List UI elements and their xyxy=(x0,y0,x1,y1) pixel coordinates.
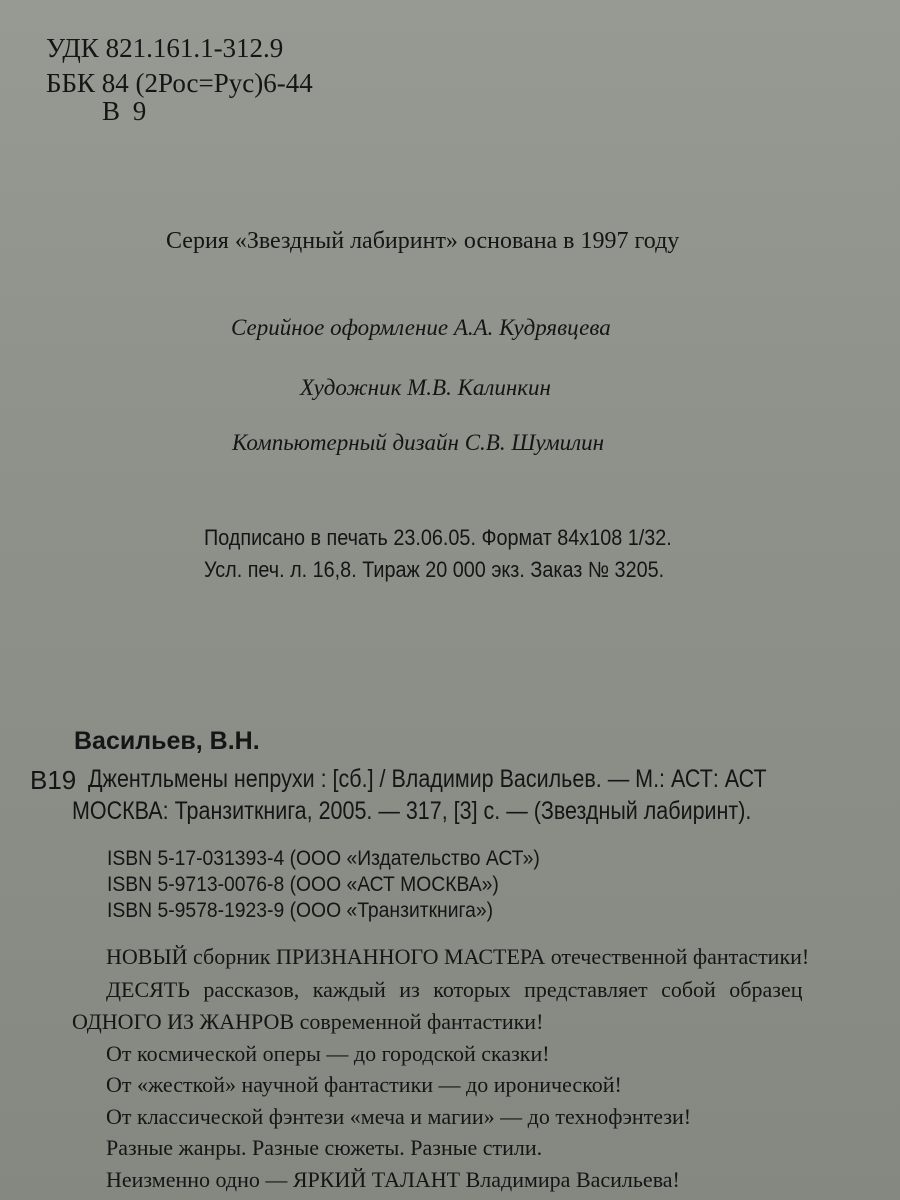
annotation-line: ДЕСЯТЬ рассказов, каждый из которых представляет собой образец xyxy=(106,977,803,1002)
credit-computer-design: Компьютерный дизайн С.В. Шумилин xyxy=(232,430,605,455)
isbn-ast-moskva: ISBN 5-9713-0076-8 (ООО «АСТ МОСКВА») xyxy=(107,873,499,896)
udk-code: УДК 821.161.1-312.9 xyxy=(46,33,284,63)
isbn-ast: ISBN 5-17-031393-4 (ООО «Издательство АСТ») xyxy=(107,847,540,870)
print-info-run: Усл. печ. л. 16,8. Тираж 20 000 экз. Заказ № 3205. xyxy=(204,557,665,582)
annotation-line: НОВЫЙ сборник ПРИЗНАННОГО МАСТЕРА отечественной фантастики! xyxy=(106,944,810,969)
annotation-line: От классической фэнтези «меча и магии» — до технофэнтези! xyxy=(106,1104,692,1129)
annotation-line: Разные жанры. Разные сюжеты. Разные стили. xyxy=(106,1135,543,1160)
series-note: Серия «Звездный лабиринт» основана в 1997 году xyxy=(166,228,680,254)
annotation-line: ОДНОГО ИЗ ЖАНРОВ современной фантастики! xyxy=(72,1009,544,1034)
record-author: Васильев, В.Н. xyxy=(74,727,260,755)
isbn-tranzitkniga: ISBN 5-9578-1923-9 (ООО «Транзиткнига») xyxy=(107,899,494,922)
author-mark: В 9 xyxy=(102,96,150,126)
annotation-line: Неизменно одно — ЯРКИЙ ТАЛАНТ Владимира Васильева! xyxy=(106,1167,680,1192)
print-info-signed: Подписано в печать 23.06.05. Формат 84х108 1/32. xyxy=(204,525,672,550)
credit-artist: Художник М.В. Калинкин xyxy=(300,375,551,400)
bbk-code: ББК 84 (2Рос=Рус)6-44 xyxy=(46,68,313,98)
annotation-line: От «жесткой» научной фантастики — до иронической! xyxy=(106,1072,622,1097)
credit-series-design: Серийное оформление А.А. Кудрявцева xyxy=(231,315,611,340)
annotation-line: От космической оперы — до городской сказки! xyxy=(106,1041,550,1066)
record-title-line: Джентльмены непрухи : [сб.] / Владимир Васильев. — М.: АСТ: АСТ xyxy=(88,765,767,793)
record-code: В19 xyxy=(30,765,77,795)
record-publisher-line: МОСКВА: Транзиткнига, 2005. — 317, [3] с. — (Звездный лабиринт). xyxy=(72,797,752,825)
